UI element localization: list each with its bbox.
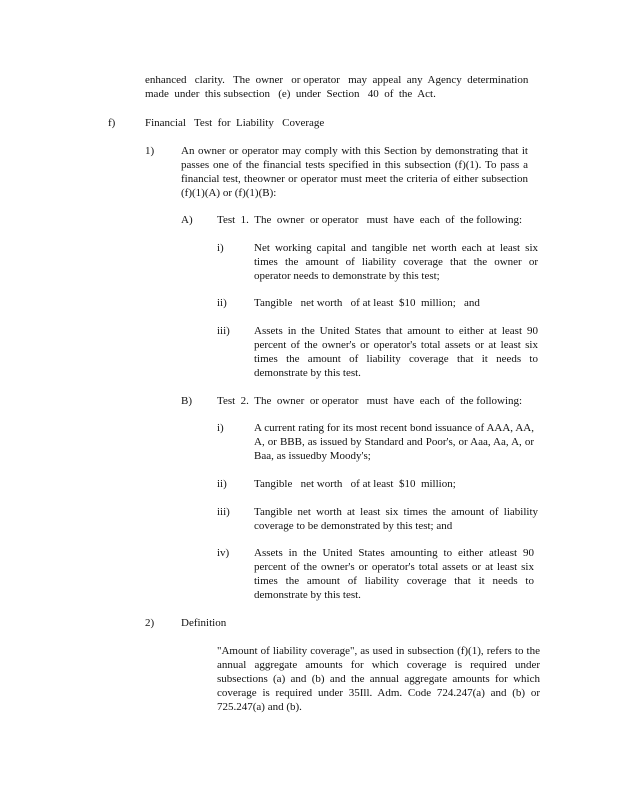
test-a-item-iii-text: Assets in the United States that amount to either at least 90 percent of the owner's or operator's total assets or at least six times the amount of liability coverage that it needs to demonstrate by this test.	[254, 325, 538, 379]
section-f-heading: Financial Test for Liability Coverage	[145, 117, 325, 129]
test-b-marker: B)	[181, 395, 192, 407]
item-2-heading: Definition	[181, 617, 227, 629]
item-2-text: "Amount of liability coverage", as used in subsection (f)(1), refers to the annual aggregate amounts for which coverage is required under subsections (a) and (b) and the annual aggregate amounts for which coverage is required under 35Ill. Adm. Code 724.247(a) and (b) or 725.247(a) and (b).	[217, 645, 540, 713]
test-b-item-i-text: A current rating for its most recent bond issuance of AAA, AA, A, or BBB, as issued by Standard and Poor's, or Aaa, Aa, A, or Baa, as issuedby Moody's;	[254, 422, 534, 462]
item-2-marker: 2)	[145, 617, 155, 629]
item-1-marker: 1)	[145, 145, 155, 157]
test-b-item-i-marker: i)	[217, 422, 224, 434]
test-b-item-ii-marker: ii)	[217, 478, 227, 490]
test-b-item-iii-marker: iii)	[217, 506, 230, 518]
test-a-item-i-text: Net working capital and tangible net worth each at least six times the amount of liability coverage that the owner or operator needs to demonstrate by this test;	[254, 242, 538, 282]
test-b-item-ii-text: Tangible net worth of at least $10 million;	[254, 478, 456, 490]
test-a-item-i-marker: i)	[217, 242, 224, 254]
test-b-item-iv-text: Assets in the United States amounting to either atleast 90 percent of the owner's or operator's total assets or at least six times the amount of liability coverage that it needs to demonstrate by this test.	[254, 547, 534, 601]
test-a-item-iii-marker: iii)	[217, 325, 230, 337]
intro-line-2: made under this subsection (e) under Section 40 of the Act.	[145, 88, 436, 100]
test-b-heading: Test 2. The owner or operator must have each of the following:	[217, 395, 523, 407]
section-f-marker: f)	[108, 117, 116, 129]
test-b-item-iv-marker: iv)	[217, 547, 230, 559]
intro-line-1: enhanced clarity. The owner or operator may appeal any Agency determination	[145, 74, 529, 86]
test-a-marker: A)	[181, 214, 193, 226]
test-a-item-ii-marker: ii)	[217, 297, 227, 309]
test-a-heading: Test 1. The owner or operator must have each of the following:	[217, 214, 523, 226]
test-a-item-ii-text: Tangible net worth of at least $10 million; and	[254, 297, 480, 309]
item-1-text: An owner or operator may comply with this Section by demonstrating that it passes one of the financial tests specified in this subsection (f)(1). To pass a financial test, theowner or operator must meet the criteria of either subsection (f)(1)(A) or (f)(1)(B):	[181, 145, 528, 199]
test-b-item-iii-text: Tangible net worth at least six times the amount of liability coverage to be demonstrated by this test; and	[254, 506, 538, 532]
